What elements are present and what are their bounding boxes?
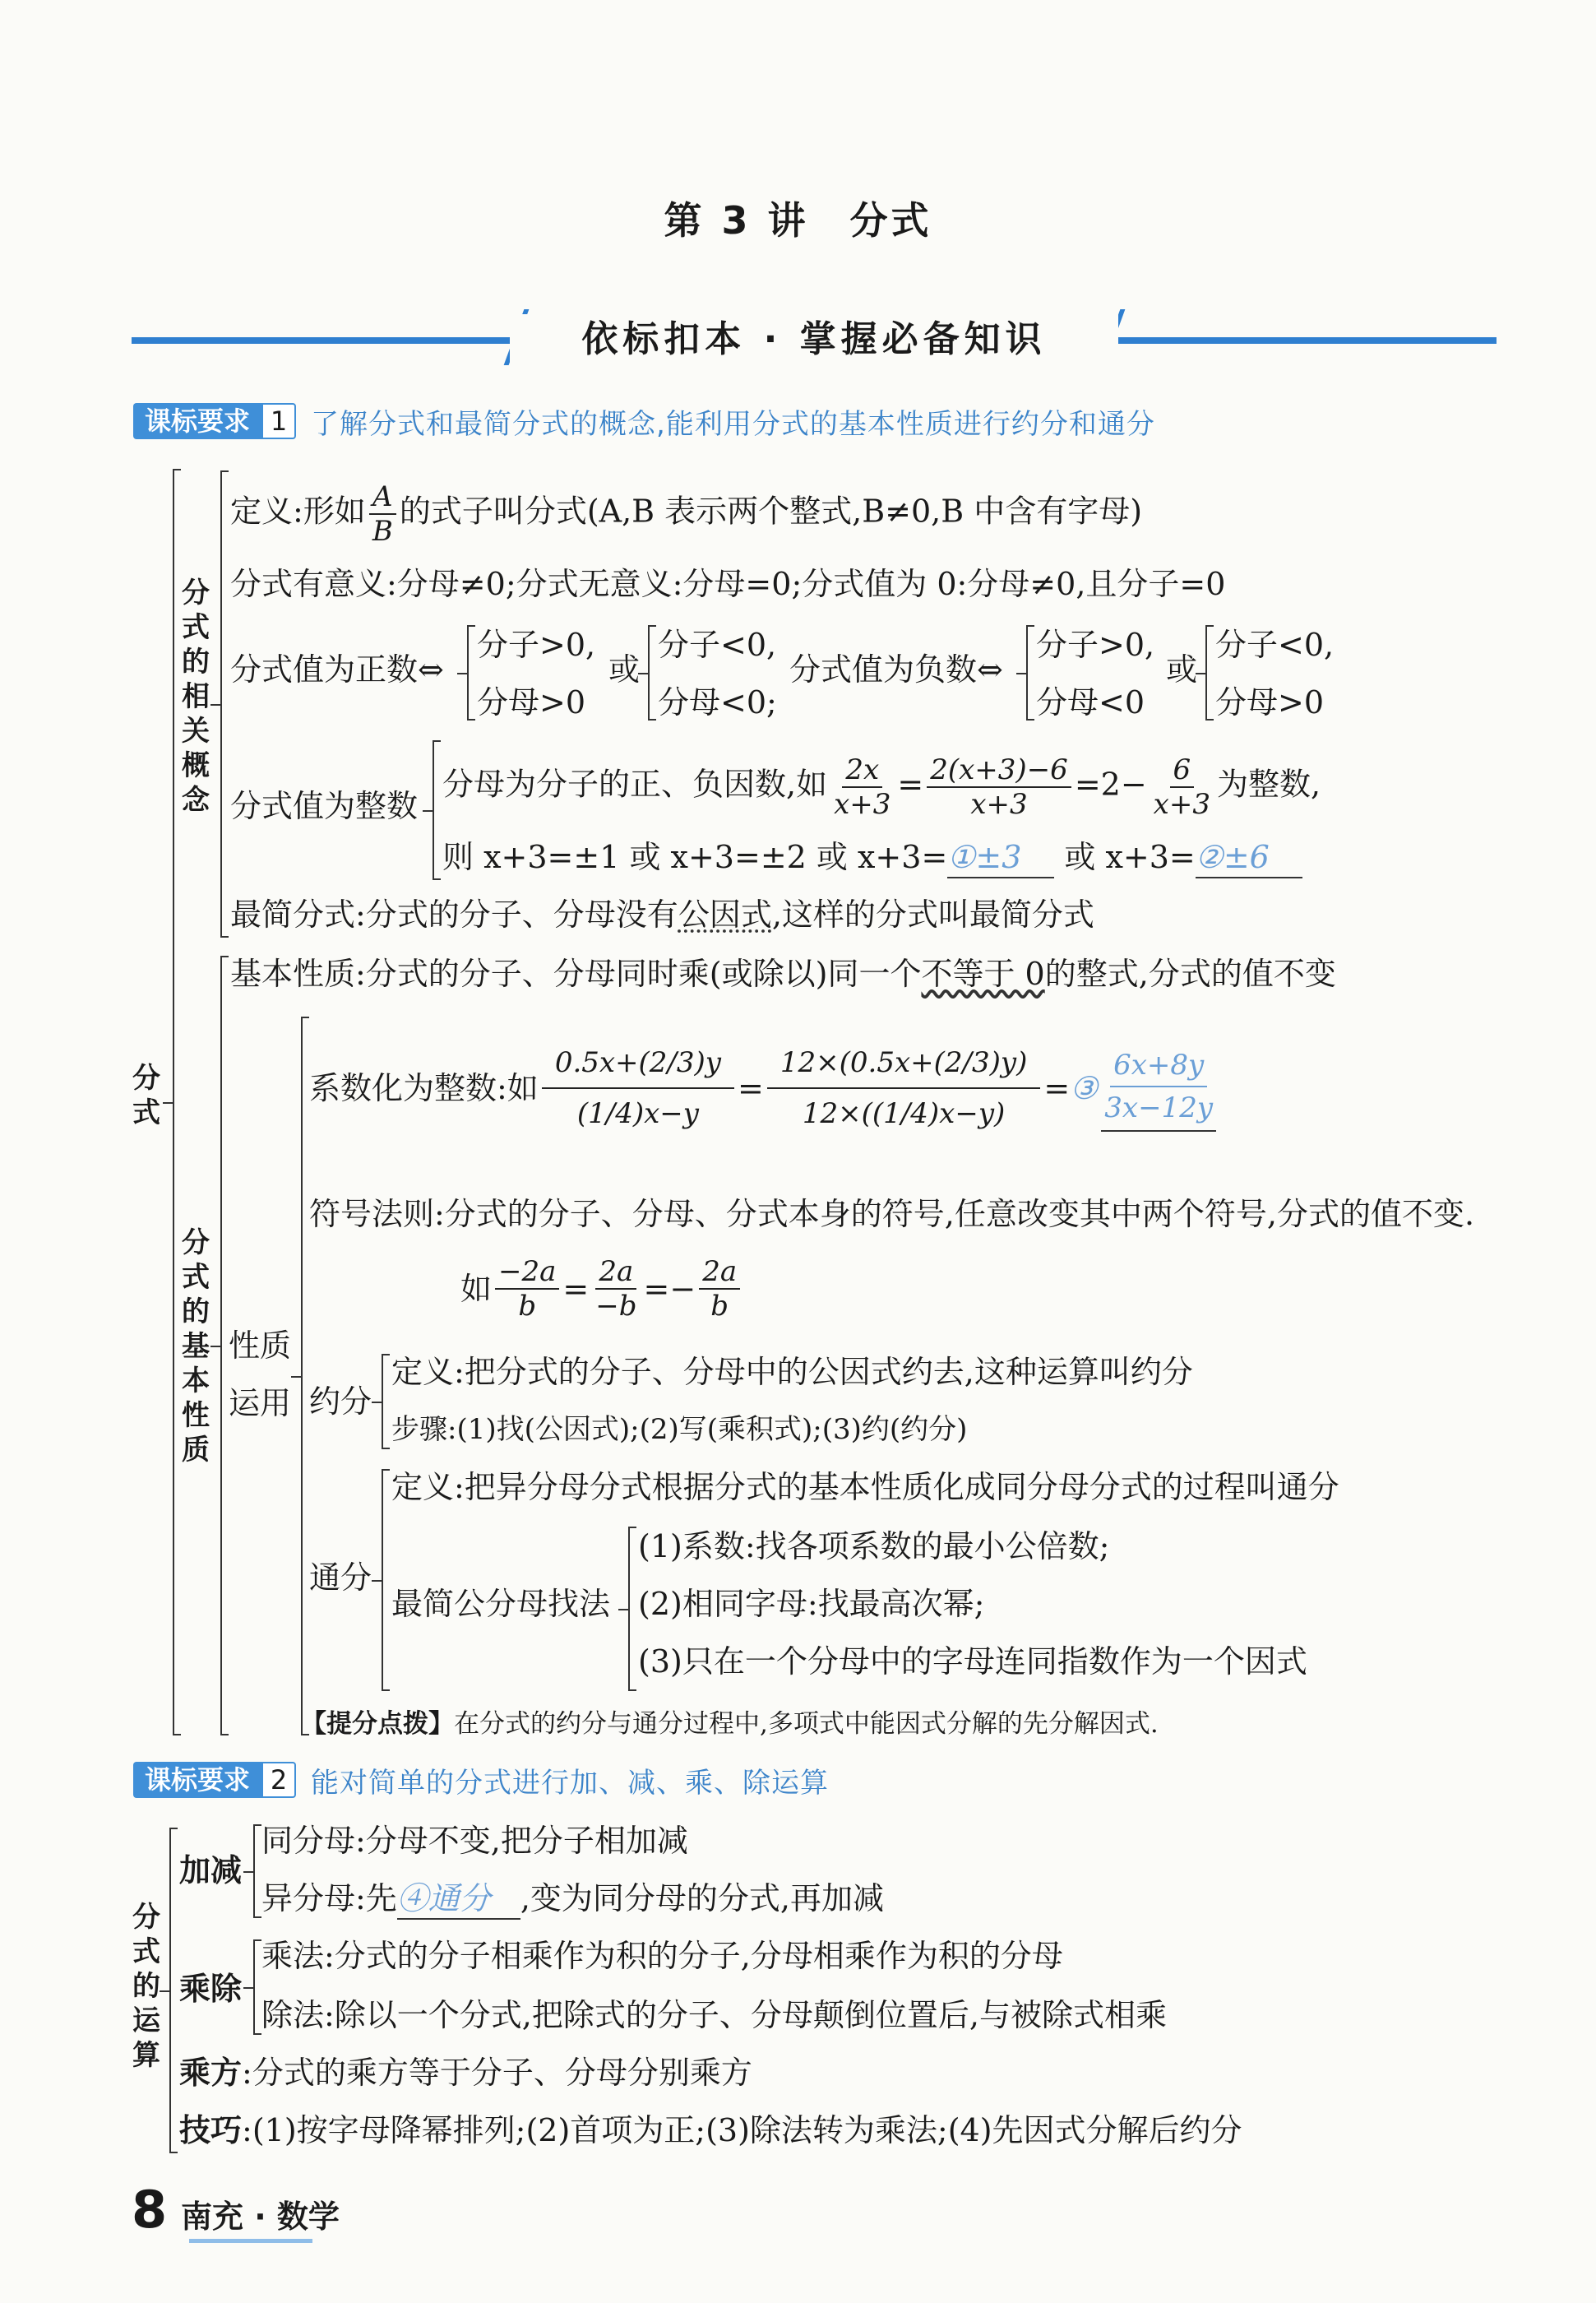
- power-rule: 乘方:分式的乘方等于分子、分母分别乘方: [179, 2055, 752, 2091]
- brace-operations: [169, 1828, 171, 2153]
- neg1-b: 分母<0: [1036, 684, 1145, 721]
- neg1-a: 分子>0,: [1036, 627, 1155, 663]
- concept-meaning: 分式有意义:分母≠0;分式无意义:分母=0;分式值为 0:分母≠0,且分子=0: [230, 566, 1226, 602]
- requirement-label: 课标要求: [133, 1762, 261, 1798]
- pos1-b: 分母>0: [477, 684, 586, 721]
- page-title: 第 3 讲 分式: [664, 198, 932, 243]
- yuefen-definition: 定义:把分式的分子、分母中的公因式约去,这种运算叫约分: [391, 1354, 1193, 1390]
- division-rule: 除法:除以一个分式,把除式的分子、分母颠倒位置后,与被除式相乘: [261, 1997, 1167, 2033]
- multiplication-rule: 乘法:分式的分子相乘作为积的分子,分母相乘作为积的分母: [261, 1938, 1063, 1974]
- requirement-text: 能对简单的分式进行加、减、乘、除运算: [311, 1766, 830, 1800]
- label-fenshi: 分式: [132, 1062, 160, 1129]
- neg2-b: 分母>0: [1215, 684, 1325, 721]
- brace-neg2: [1205, 625, 1207, 721]
- basic-property: 基本性质:分式的分子、分母同时乘(或除以)同一个不等于 0的整式,分式的值不变: [230, 956, 1336, 992]
- banner-line-left: [132, 337, 518, 344]
- answer-blank-4: ④通分: [397, 1879, 520, 1920]
- pos2-a: 分子<0,: [658, 627, 777, 663]
- brace-tongfen: [382, 1469, 383, 1691]
- answer-blank-3: $\frac{6x+8y}{3x-12y}$: [1101, 1045, 1216, 1132]
- label-xingzhi: 性质: [229, 1328, 292, 1364]
- fraction-a-over-b: $\frac{A}{B}$: [369, 480, 396, 548]
- brace-fenshi: [173, 469, 174, 1735]
- brace-properties: [220, 956, 222, 1735]
- requirement-label: 课标要求: [133, 403, 261, 439]
- label-operations: 分式的运算: [132, 1901, 160, 2072]
- add-diff-denominator: 异分母:先④通分 ,变为同分母的分式,再加减: [261, 1879, 884, 1920]
- label-yuefen: 约分: [309, 1383, 372, 1420]
- lcd-step-3: (3)只在一个分母中的字母连同指数作为一个因式: [638, 1643, 1307, 1680]
- label-tongfen: 通分: [309, 1559, 372, 1596]
- fraction: $\frac{12\times(0.5x+(2/3)y)}{12\times((1/4)x-y)}$: [767, 1038, 1040, 1138]
- requirement-1: [133, 403, 1155, 439]
- integer-line-2: 则 x+3=±1 或 x+3=±2 或 x+3=①±3 或 x+3=②±6: [442, 837, 1302, 878]
- technique-rule: 技巧:(1)按字母降幂排列;(2)首项为正;(3)除法转为乘法;(4)先因式分解后约分: [179, 2112, 1242, 2148]
- label-concepts: 分式的相关概念: [182, 577, 210, 817]
- integer-line-1: 分母为分子的正、负因数,如 $\frac{2x}{x+3}$ = $\frac{2(x+3)-6}{x+3}$ =2− $\frac{6}{x+3}$ 为整数,: [442, 753, 1321, 821]
- section-banner: 依标扣本 · 掌握必备知识: [510, 314, 1118, 365]
- answer-blank-2: ②±6: [1196, 837, 1302, 878]
- brace-integer: [433, 740, 434, 880]
- coefficient-rule: 系数化为整数:如 $\frac{0.5x+(2/3)y}{(1/4)x-y}$ = $\frac{12\times(0.5x+(2/3)y)}{12\times((1/4)x-y)}$ = ③ $\frac{6x+8y}{3x-12y}$: [309, 1018, 1219, 1158]
- negative-label: 分式值为负数⇔: [789, 651, 1003, 688]
- or-1: 或: [608, 651, 641, 688]
- brace-chengchu: [253, 1939, 255, 2035]
- brace-yuefen: [382, 1354, 383, 1449]
- requirement-number: 2: [261, 1762, 296, 1798]
- lcd-step-1: (1)系数:找各项系数的最小公倍数;: [638, 1528, 1110, 1564]
- fraction: $\frac{2a}{-b}$: [595, 1255, 637, 1323]
- simplest-fraction: 最简分式:分式的分子、分母没有公因式,这样的分式叫最简分式: [230, 897, 1094, 933]
- requirement-number: 1: [261, 403, 296, 439]
- footer-label: 南充 · 数学: [181, 2199, 340, 2235]
- sign-example: 如 $\frac{-2a}{b}$ = $\frac{2a}{-b}$ =− $\frac{2a}{b}$: [460, 1255, 743, 1323]
- answer-blank-1: ①±3: [947, 837, 1054, 878]
- brace-pos1: [467, 625, 469, 721]
- page-number: 8: [132, 2180, 168, 2240]
- brace-pos2: [648, 625, 650, 721]
- fraction: $\frac{2x}{x+3}$: [834, 753, 891, 821]
- tongfen-definition: 定义:把异分母分式根据分式的基本性质化成同分母分式的过程叫通分: [391, 1469, 1339, 1505]
- label-chengchu: 乘除: [179, 1971, 243, 2007]
- fraction: $\frac{0.5x+(2/3)y}{(1/4)x-y}$: [542, 1038, 734, 1138]
- label-yunyong: 运用: [229, 1385, 292, 1421]
- yuefen-steps: 步骤:(1)找(公因式);(2)写(乘积式);(3)约(约分): [391, 1413, 968, 1446]
- or-2: 或: [1166, 651, 1198, 688]
- fraction: $\frac{2(x+3)-6}{x+3}$: [927, 753, 1071, 821]
- fraction: $\frac{-2a}{b}$: [495, 1255, 559, 1323]
- sign-rule: 符号法则:分式的分子、分母、分式本身的符号,任意改变其中两个符号,分式的值不变.: [309, 1196, 1475, 1232]
- fraction: $\frac{6}{x+3}$: [1153, 753, 1210, 821]
- pos1-a: 分子>0,: [477, 627, 596, 663]
- footer-underline: [189, 2239, 312, 2243]
- requirement-text: 了解分式和最简分式的概念,能利用分式的基本性质进行约分和通分: [311, 407, 1155, 441]
- label-jiajian: 加减: [179, 1852, 243, 1888]
- brace-application: [301, 1017, 303, 1735]
- lcd-step-2: (2)相同字母:找最高次幂;: [638, 1586, 985, 1622]
- brace-jiajian: [253, 1824, 255, 1918]
- pos2-b: 分母<0;: [658, 684, 777, 721]
- positive-label: 分式值为正数⇔: [230, 651, 444, 688]
- fraction: $\frac{2a}{b}$: [699, 1255, 740, 1323]
- banner-line-right: [1110, 337, 1497, 344]
- label-properties: 分式的基本性质: [182, 1226, 210, 1467]
- neg2-a: 分子<0,: [1215, 627, 1335, 663]
- brace-concepts: [220, 470, 222, 938]
- brace-lcd: [628, 1527, 630, 1691]
- add-same-denominator: 同分母:分母不变,把分子相加减: [261, 1823, 688, 1859]
- concept-definition: 定义:形如 $\frac{A}{B}$ 的式子叫分式(A,B 表示两个整式,B≠0,B 中含有字母): [230, 480, 1143, 548]
- integer-label: 分式值为整数: [230, 788, 419, 824]
- requirement-2: [133, 1762, 829, 1798]
- tip-note: 【提分点拨】在分式的约分与通分过程中,多项式中能因式分解的先分解因式.: [301, 1709, 1159, 1739]
- tongfen-lcd-label: 最简公分母找法: [391, 1586, 611, 1622]
- brace-neg1: [1026, 625, 1028, 721]
